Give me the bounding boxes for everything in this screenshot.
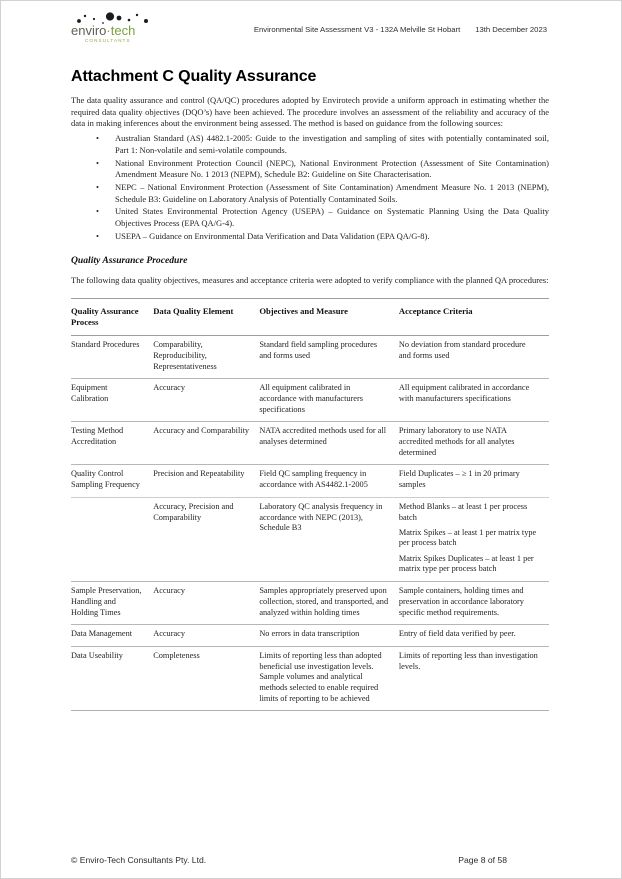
qa-column-header: Data Quality Element [153, 306, 234, 317]
qa-column-header: Acceptance Criteria [398, 306, 473, 317]
qa-cell-paragraph: No deviation from standard procedure and forms used [398, 340, 526, 360]
qa-cell-element: Accuracy, Precision and Comparability [153, 501, 234, 522]
footer-page-number: Page 8 of 58 [458, 855, 507, 865]
qa-cell-paragraph: Primary laboratory to use NATA accredited methods for all analytes determined [398, 426, 515, 457]
qa-table [71, 298, 549, 711]
qa-cell-paragraph: Laboratory QC analysis frequency in accordance with NEPC (2013), Schedule B3 [259, 501, 383, 533]
logo-brand-primary: enviro [71, 23, 107, 38]
page-title: Attachment C Quality Assurance [71, 68, 317, 85]
qa-cell-criteria [399, 582, 549, 625]
qa-cell-paragraph: Limits of reporting less than adopted beneficial use investigation levels. Sample volumes and analytical methods selected to enable required limits of reporting to be achieved [259, 650, 382, 703]
qa-column-header: Objectives and Measure [259, 306, 348, 317]
qa-cell-element: Accuracy [153, 586, 185, 596]
qa-cell-objectives [259, 625, 399, 647]
qa-cell-objectives [259, 379, 399, 422]
qa-cell-element: Precision and Repeatability [153, 469, 245, 479]
qa-cell-paragraph: All equipment calibrated in accordance with manufacturers specifications [259, 383, 363, 414]
qa-table-row [71, 422, 549, 465]
qa-cell-element: Accuracy [153, 629, 185, 639]
source-item: • National Environment Protection Council (NEPC), National Environment Protection (Assessment of Site Contamination) Amendment Measure No. 1 2013 (NEPM), Schedule B2: Guideline on Site Characterisation. [95, 158, 549, 181]
logo-wordmark [71, 25, 166, 37]
qa-cell-paragraph: Field QC sampling frequency in accordance with AS4482.1-2005 [259, 469, 368, 490]
qa-cell-paragraph: Samples appropriately preserved upon collection, stored, and transported, and analyzed within holding times [259, 586, 389, 617]
qa-cell-element: Accuracy [153, 383, 185, 393]
source-item: • United States Environmental Protection Agency (USEPA) – Guidance on Systematic Planning Using the Data Quality Objectives Process (EPA QA/G-4). [95, 206, 549, 229]
qa-cell-paragraph: Matrix Spikes – at least 1 per matrix type per process batch [398, 527, 537, 548]
qa-table-header-row [71, 299, 549, 336]
qa-table-row [71, 582, 549, 625]
qa-cell-element: Completeness [153, 650, 200, 660]
page-header [71, 12, 547, 43]
qa-cell-paragraph: Sample containers, holding times and preservation in accordance laboratory specific method requirements. [398, 586, 524, 617]
qa-cell-process [71, 497, 153, 581]
qa-cell-paragraph: NATA accredited methods used for all analyses determined [259, 426, 387, 447]
sources-list [95, 133, 549, 242]
logo-brand-separator: · [106, 23, 111, 38]
qa-cell-process: Equipment Calibration [71, 383, 109, 403]
qa-cell-objectives [259, 465, 399, 497]
qa-table-row [71, 379, 549, 422]
qa-table-row [71, 465, 549, 497]
qa-table-body [71, 336, 549, 711]
header-meta [254, 25, 547, 34]
qa-cell-criteria [399, 379, 549, 422]
qa-cell-process: Testing Method Accreditation [71, 426, 124, 447]
qa-cell-criteria [399, 646, 549, 711]
intro-paragraph: The data quality assurance and control (QA/QC) procedures adopted by Envirotech provide a uniform approach in estimating whether the required data quality objectives (DQO’s) have been achieved. The procedure involves an assessment of the reliability and accuracy of the data in making inferences about the environment being assessed. The method is based on guidance from the following sources: [71, 95, 549, 129]
qa-cell-paragraph: Field Duplicates – ≥ 1 in 20 primary samples [398, 469, 520, 490]
header-doc-title: Environmental Site Assessment V3 - 132A Melville St Hobart [253, 25, 461, 34]
qa-cell-paragraph: Limits of reporting less than investigation levels. [398, 650, 538, 671]
qa-cell-criteria [399, 625, 549, 647]
qa-cell-paragraph: Standard field sampling procedures and forms used [259, 340, 378, 360]
qa-table-row [71, 497, 549, 581]
qa-cell-process: Standard Procedures [71, 340, 140, 350]
qa-column-header: Quality Assurance Process [71, 306, 139, 328]
qa-procedure-paragraph: The following data quality objectives, measures and acceptance criteria were adopted to verify compliance with the planned QA procedures: [71, 275, 549, 286]
header-doc-date: 13th December 2023 [475, 25, 547, 34]
qa-cell-objectives [259, 336, 399, 379]
qa-cell-paragraph: Matrix Spikes Duplicates – at least 1 per matrix type per process batch [398, 553, 534, 574]
qa-cell-criteria [399, 465, 549, 497]
source-item: • USEPA – Guidance on Environmental Data Verification and Data Validation (EPA QA/G-8). [95, 231, 549, 243]
qa-cell-process: Quality Control Sampling Frequency [71, 469, 140, 490]
qa-cell-objectives [259, 422, 399, 465]
qa-cell-element: Comparability, Reproducibility, Representativeness [153, 340, 217, 371]
qa-cell-criteria [399, 422, 549, 465]
source-item: • Australian Standard (AS) 4482.1-2005: Guide to the investigation and sampling of sites with potentially contaminated soil, Part 1: Non-volatile and semi-volatile compounds. [95, 133, 549, 156]
footer-copyright: © Enviro-Tech Consultants Pty. Ltd. [71, 855, 207, 865]
qa-cell-criteria [399, 336, 549, 379]
qa-table-head [71, 299, 549, 336]
qa-cell-objectives [259, 497, 399, 581]
logo-subtitle: CONSULTANTS [85, 38, 131, 43]
qa-cell-paragraph: No errors in data transcription [259, 629, 360, 639]
qa-cell-process: Data Useability [71, 650, 123, 660]
qa-cell-process: Data Management [71, 629, 133, 639]
qa-cell-paragraph: Entry of field data verified by peer. [398, 629, 516, 639]
qa-cell-criteria [399, 497, 549, 581]
qa-cell-objectives [259, 582, 399, 625]
qa-table-row [71, 646, 549, 711]
envirotech-logo [71, 12, 166, 43]
logo-brand-secondary: tech [110, 23, 136, 38]
source-item: • NEPC – National Environment Protection (Assessment of Site Contamination) Amendment Measure No. 1 2013 (NEPM), Schedule B3: Guideline on Laboratory Analysis of Potentially Contaminated Soils. [95, 182, 549, 205]
qa-cell-paragraph: All equipment calibrated in accordance with manufacturers specifications [398, 383, 530, 403]
page-footer [71, 855, 621, 865]
qa-table-row [71, 625, 549, 647]
qa-table-row [71, 336, 549, 379]
qa-cell-paragraph: Method Blanks – at least 1 per process batch [398, 501, 528, 522]
qa-cell-process: Sample Preservation, Handling and Holding Times [71, 586, 142, 617]
qa-cell-objectives [259, 646, 399, 711]
qa-cell-element: Accuracy and Comparability [153, 426, 250, 436]
qa-procedure-heading: Quality Assurance Procedure [71, 255, 188, 267]
page-content [71, 68, 549, 711]
